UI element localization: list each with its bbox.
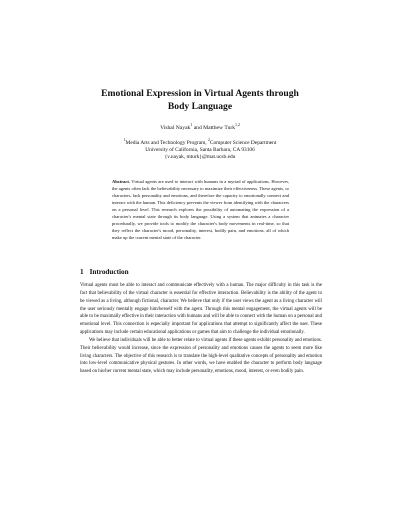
abstract-label: Abstract. <box>112 179 131 184</box>
introduction-body <box>80 282 322 376</box>
author-name-2: and Matthew Turk <box>192 125 236 131</box>
abstract-text: Virtual agents are used to interact with humans in a myriad of applications. However, the agents often lack the believability necessary to maximize their effectiveness. These agents, or characters, lack personality and emotions, and therefore the capacity to emotionally connect and interact with the human. This deficiency prevents the viewer from identifying with the characters on a personal level. This research explores the possibility of automating the expression of a character's mental state through its body language. Using a system that animates a character procedurally, we provide tools to modify the character's body movements in real-time, so that they reflect the character's mood, personality, interest, bodily pain, and emotions, all of which make up the current mental state of the character. <box>112 179 289 240</box>
affiliation-2-superscript: 2 <box>208 138 210 143</box>
abstract <box>112 179 289 242</box>
author-emails: {v.nayak, mturk}@mat.ucsb.edu <box>164 154 236 161</box>
affiliations <box>60 140 340 162</box>
author-list <box>60 125 340 132</box>
section-title: Introduction <box>89 268 129 276</box>
author-2-superscript: 1,2 <box>235 123 240 128</box>
paper-title <box>60 88 340 113</box>
title-line-1: Emotional Expression in Virtual Agents through <box>101 88 299 99</box>
paragraph-2: We believe that individuals will be able to better relate to virtual agents if these agents exhibit personality and emotions. Their believability would increase, since the expression of personality and emotions causes the agents to seem more like living characters. The objective of this research is to translate the high-level qualitative concepts of personality and emotion into low-level communicative physical gestures. In other words, we have enabled the character to perform body language based on his/her current mental state, which may include personality, emotions, mood, interest, or even bodily pain. <box>80 337 322 375</box>
title-line-2: Body Language <box>167 100 233 112</box>
affiliation-line-2: University of California, Santa Barbara, CA 93106 <box>145 147 255 154</box>
affiliation-1-superscript: 1 <box>123 138 126 143</box>
paragraph-1: Virtual agents must be able to interact and communicate effectively with a human. The major difficulty in this task is the fact that believability of the virtual character is essential for effective interaction. Believability is the ability of the agent to be viewed as a living, although fictional, character. We believe that only if the user views the agent as a living character will the user seriously mentally engage him/herself with the agent. Through this mental engagement, the virtual agents will be able to be maximally effective in their interaction with humans and will be able to connect with the human on a personal and emotional level. This connection is especially important for applications that attempt to significantly affect the user. These applications may include certain educational applications or games that aim to challenge the individual emotionally. <box>80 283 322 336</box>
section-heading-introduction <box>80 268 129 277</box>
author-1-superscript: 1 <box>190 123 193 128</box>
section-number: 1 <box>80 268 84 276</box>
author-name-1: Vishal Nayak <box>160 125 191 131</box>
affiliation-2-text: Computer Science Department <box>209 140 277 146</box>
affiliation-1-text: Media Arts and Technology Program, <box>125 140 208 146</box>
